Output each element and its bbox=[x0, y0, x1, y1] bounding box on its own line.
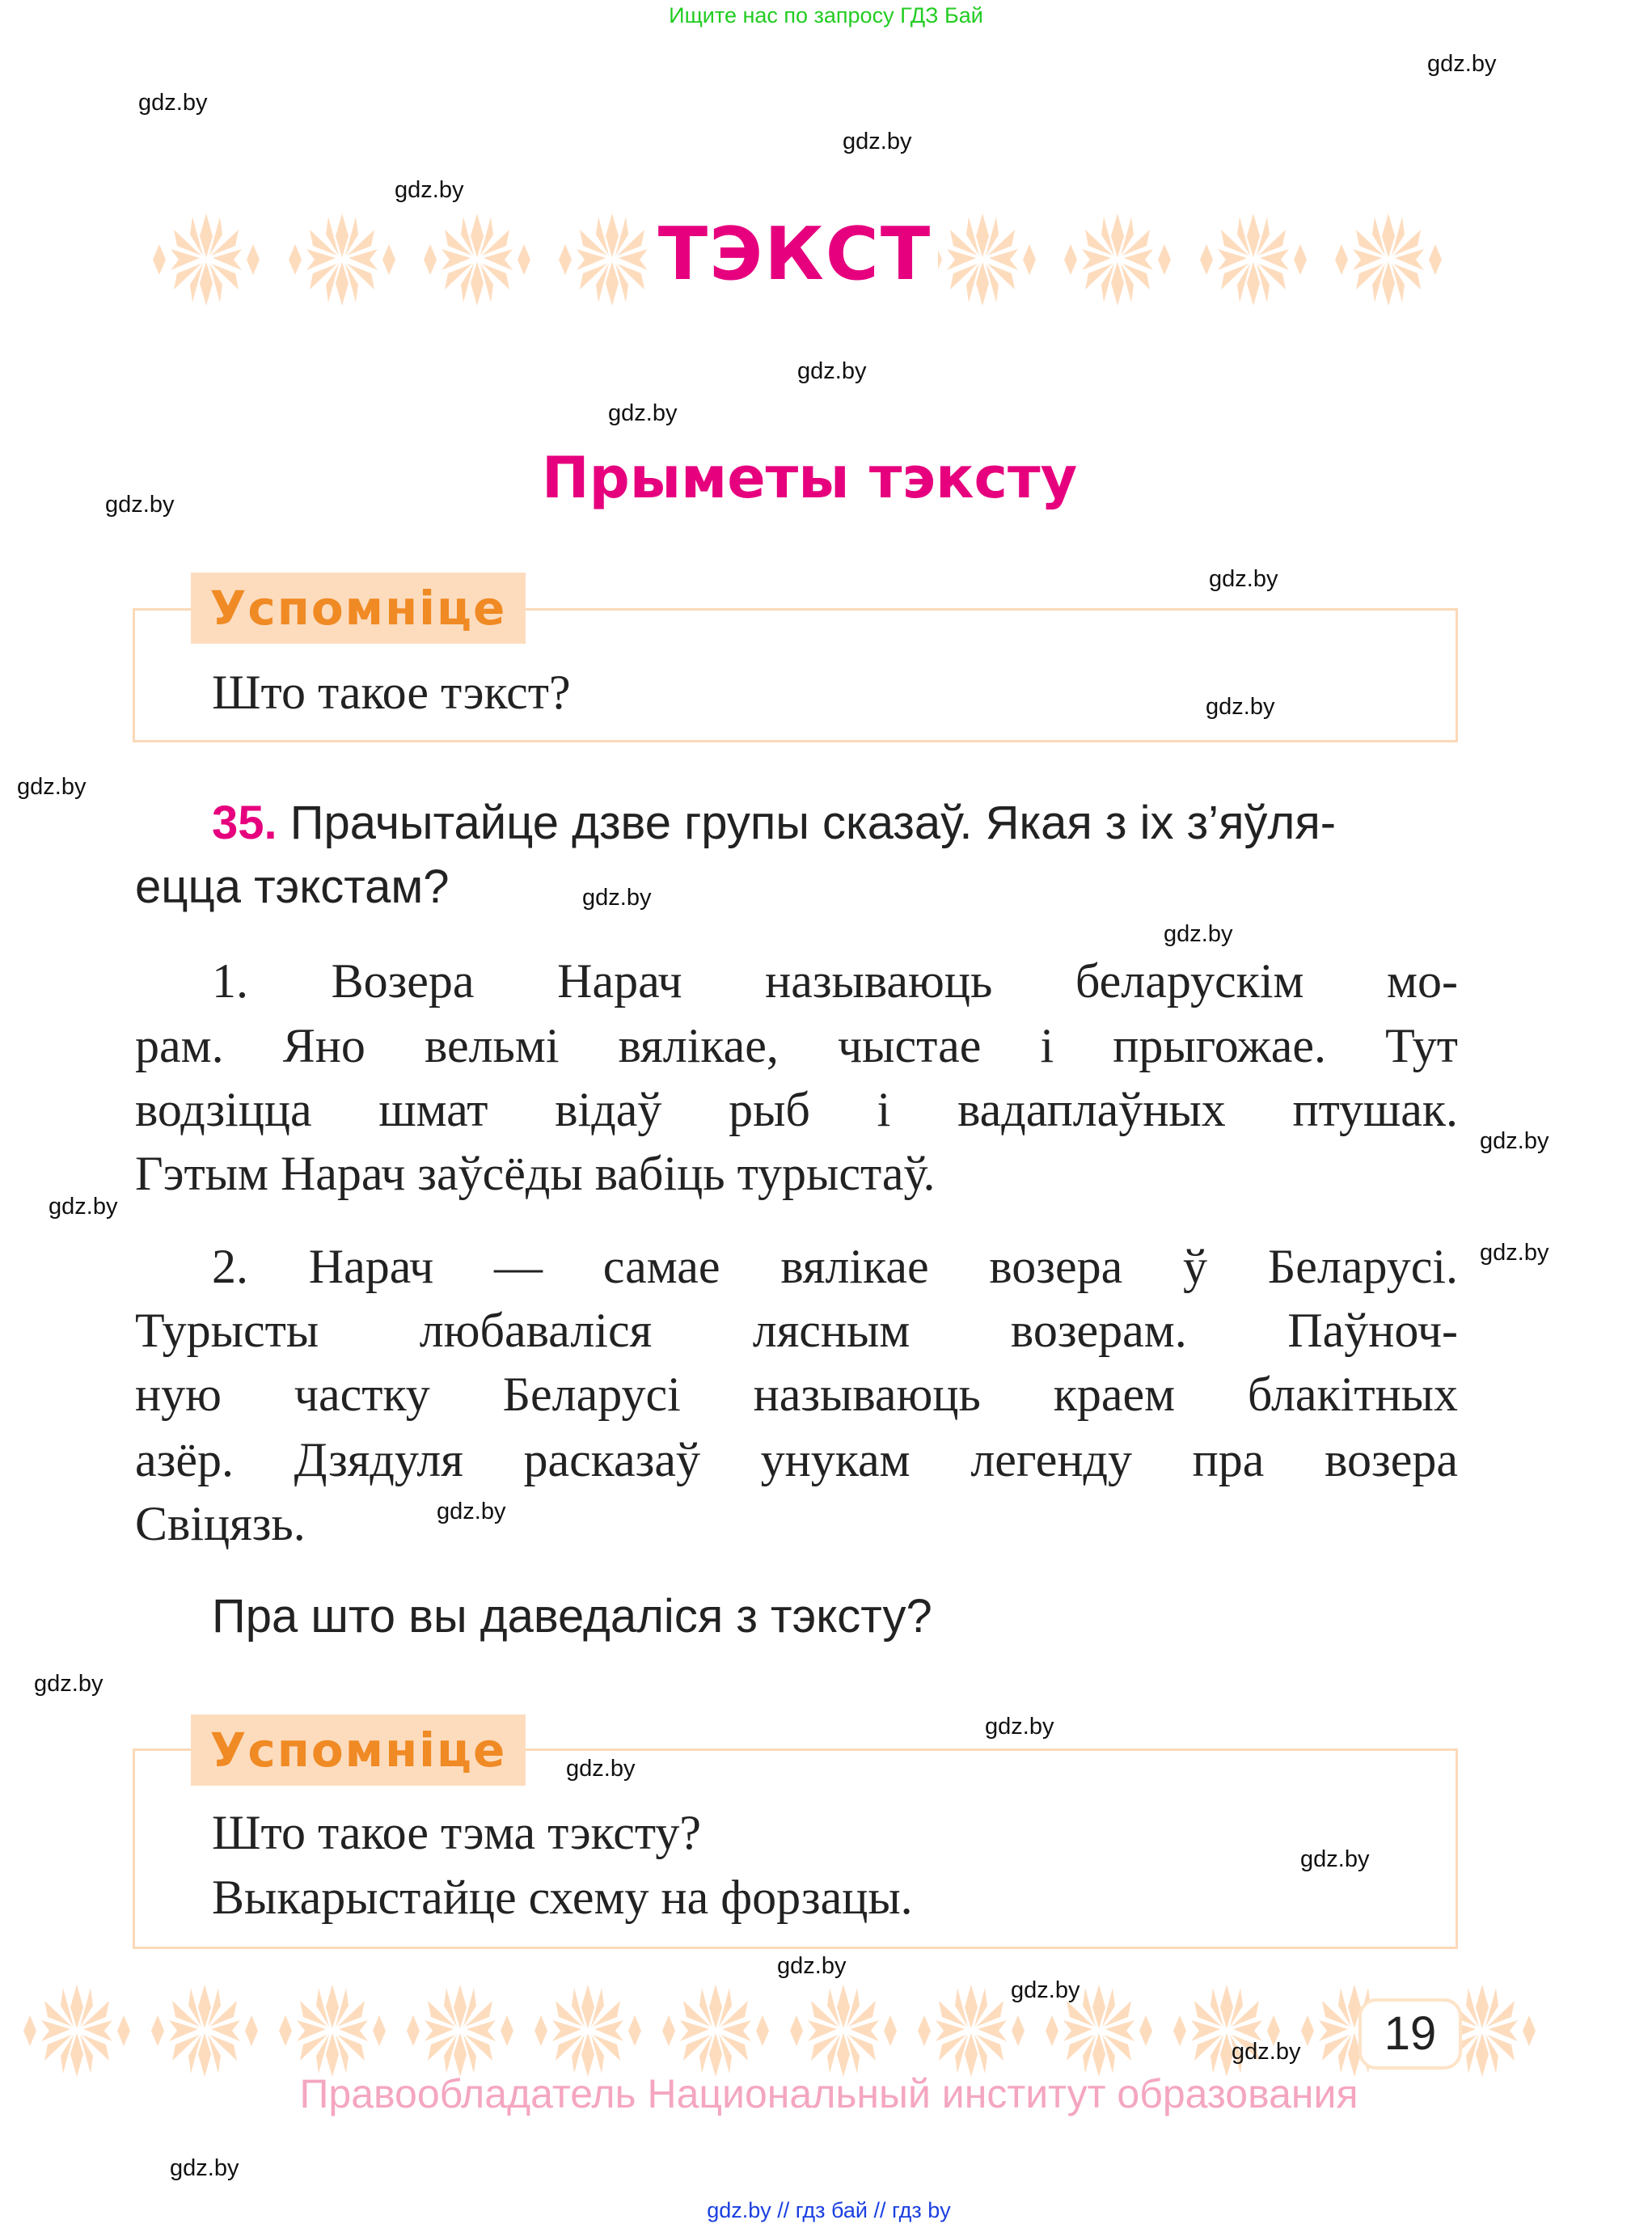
section-title bbox=[0, 212, 1590, 297]
watermark: gdz.by bbox=[34, 1671, 104, 1697]
group2-line: Турысты любаваліся лясным возерам. Паўноч- bbox=[135, 1304, 1458, 1357]
reminder-text-1: Што такое тэкст? bbox=[212, 666, 571, 719]
ornament-motif bbox=[23, 1985, 130, 2077]
watermark: gdz.by bbox=[49, 1194, 118, 1220]
group1-line: 1. Возера Нарач называюць беларускім мо- bbox=[212, 954, 1458, 1008]
watermark: gdz.by bbox=[395, 177, 464, 203]
watermark: gdz.by bbox=[170, 2155, 239, 2181]
question: Пра што вы даведаліся з тэксту? bbox=[212, 1590, 932, 1643]
watermark: gdz.by bbox=[17, 774, 87, 800]
group1-line: Гэтым Нарач заўсёды вабіць турыстаў. bbox=[135, 1147, 936, 1200]
search-hint: Ищите нас по запросу ГДЗ Бай bbox=[669, 3, 983, 27]
group1-line: рам. Яно вельмі вялікае, чыстае і прыгожае. Тут bbox=[135, 1019, 1458, 1072]
watermark: gdz.by bbox=[1480, 1128, 1549, 1154]
watermark: gdz.by bbox=[1209, 566, 1278, 592]
watermark: gdz.by bbox=[138, 90, 208, 116]
ornament-motif bbox=[279, 1985, 386, 2077]
footer-links[interactable]: gdz.by // гдз бай // гдз by bbox=[707, 2198, 951, 2222]
watermark: gdz.by bbox=[608, 400, 678, 426]
ornament-motif bbox=[662, 1985, 769, 2077]
group2-line: ную частку Беларусі называюць краем блакітных bbox=[135, 1368, 1458, 1421]
lesson-title: Прыметы тэксту bbox=[542, 445, 1078, 511]
task-number: 35. bbox=[212, 797, 277, 849]
ornament-motif bbox=[918, 1985, 1025, 2077]
watermark: gdz.by bbox=[1164, 921, 1233, 947]
group2-line: азёр. Дзядуля расказаў унукам легенду пра возера bbox=[135, 1433, 1458, 1486]
task-line-1 bbox=[212, 791, 1336, 856]
group1-line: водзіцца шмат відаў рыб і вадаплаўных птушак. bbox=[135, 1083, 1458, 1136]
watermark: gdz.by bbox=[582, 885, 652, 911]
watermark: gdz.by bbox=[1300, 1846, 1370, 1872]
page-number: 19 bbox=[1358, 1998, 1462, 2070]
watermark: gdz.by bbox=[985, 1714, 1054, 1740]
watermark: gdz.by bbox=[777, 1953, 847, 1979]
watermark: gdz.by bbox=[1427, 51, 1497, 77]
ornament-motif bbox=[534, 1985, 641, 2077]
ornament-motif bbox=[790, 1985, 897, 2077]
group2-line: 2. Нарач — самае вялікае возера ў Беларусі. bbox=[212, 1240, 1458, 1293]
ornament-motif bbox=[151, 1985, 258, 2077]
reminder-label-2: Успомніце bbox=[191, 1715, 526, 1786]
task-text: Прачытайце дзве групы сказаў. Якая з іх з’яўля- bbox=[289, 797, 1337, 849]
watermark: gdz.by bbox=[797, 358, 867, 384]
watermark: gdz.by bbox=[843, 129, 912, 154]
reminder-text-2: Выкарыстайце схему на форзацы. bbox=[212, 1871, 913, 1924]
ornament-motif bbox=[407, 1985, 513, 2077]
reminder-text-2: Што такое тэма тэксту? bbox=[212, 1806, 701, 1859]
reminder-label-1: Успомніце bbox=[191, 573, 526, 644]
section-title-text: ТЭКСТ bbox=[652, 212, 938, 297]
watermark: gdz.by bbox=[1206, 694, 1275, 720]
watermark: gdz.by bbox=[566, 1756, 636, 1782]
watermark: gdz.by bbox=[1232, 2039, 1301, 2065]
task-line-2: ецца тэкстам? bbox=[135, 860, 450, 913]
watermark: gdz.by bbox=[105, 492, 175, 518]
watermark: gdz.by bbox=[437, 1499, 506, 1524]
watermark: gdz.by bbox=[1011, 1977, 1080, 2003]
copyright: Правообладатель Национальный институт образования bbox=[299, 2071, 1358, 2116]
group2-line: Свіцязь. bbox=[135, 1497, 306, 1550]
watermark: gdz.by bbox=[1480, 1240, 1549, 1266]
